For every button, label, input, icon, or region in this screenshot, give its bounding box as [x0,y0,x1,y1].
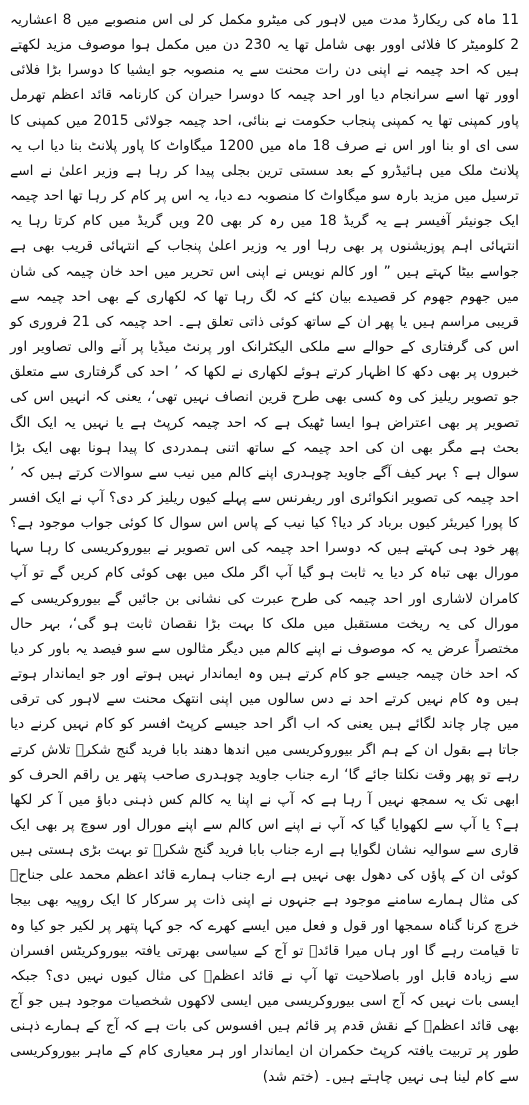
article-body: 11 ماہ کی ریکارڈ مدت میں لاہور کی میٹرو مکمل کر لی اس منصوبے میں 8 اعشاریہ 2 کلومیٹر کا فلائی اوور بھی شامل تھا یہ 230 دن میں مکمل ہوا موصوف مزید لکھتے ہیں کہ احد چیمہ نے اپنی دن رات محنت سے یہ منصوبہ جو ایشیا کا دوسرا بڑا فلائی اوور تھا اسے سرانجام دیا اور احد چیمہ کا دوسرا حیران کن کارنامہ قائد اعظم تھرمل پاور کمپنی تھا یہ کمپنی پنجاب حکومت نے بنائی، احد چیمہ جولائی 2015 میں کمپنی کا سی ای او بنا اور اس نے صرف 18 ماہ میں 1200 میگاواٹ کا پاور پلانٹ بنا دیا اب یہ پلانٹ ملک میں ہائیڈرو کے بعد سستی ترین بجلی پیدا کر رہا ہے وزیر اعلیٰ نے اسے ترسیل میں مزید بارہ سو میگاواٹ کا منصوبہ دے دیا، یہ اس پر کام کر رہا تھا احد چیمہ ایک جونیئر آفیسر ہے یہ گریڈ 18 میں رہ کر بھی 20 ویں گریڈ میں کام کرتا رہا یہ انتہائی اہم پوزیشنوں پر بھی رہا اور یہ وزیر اعلیٰ پنجاب کے انتہائی قریب بھی ہے جواسے بیٹا کہتے ہیں ” اور کالم نویس نے اپنی اس تحریر میں احد خان چیمہ کی شان میں جھوم جھوم کر قصیدے بیان کئے کہ لگ رہا تھا کہ لکھاری کے بھی احد چیمہ سے قریبی مراسم ہیں یا پھر ان کے ساتھ کوئی ذاتی تعلق ہے۔ احد چیمہ کی 21 فروری کو اس کی گرفتاری کے حوالے سے ملکی الیکٹرانک اور پرنٹ میڈیا پر آنے والی تصاویر اور خبروں پر بھی دکھ کا اظہار کرتے ہوئے لکھاری نے لکھا کہ ’ احد کی گرفتاری سے متعلق جو تصویر ریلیز کی وہ کسی بھی طرح قرین انصاف نہیں تھی‘، یعنی کہ انہیں اس کی تصویر پر بھی اعتراض ہوا ایسا ٹھیک ہے کہ احد چیمہ کرپٹ ہے یا نہیں یہ ایک الگ بحث ہے مگر بھی ان کی احد چیمہ کے ساتھ اتنی ہمدردی کا پیدا ہونا بھی ایک بڑا سوال ہے ؟ بہر کیف آگے جاوید چوہدری اپنے کالم میں نیب سے سوالات کرتے ہیں کہ ’ احد چیمہ کی تصویر انکوائری اور ریفرنس سے پہلے کیوں ریلیز کر دی؟ آپ نے ایک افسر کا پورا کیریئر کیوں برباد کر دیا؟ کیا نیب کے پاس اس سوال کا کوئی جواب موجود ہے؟ پھر خود ہی کہتے ہیں کہ دوسرا احد چیمہ کی اس تصویر نے بیوروکریسی کا رہا سہا مورال بھی تباہ کر دیا یہ ثابت ہو گیا آپ اگر ملک میں بھی کوئی کام کریں گے تو آپ کامران لاشاری اور احد چیمہ کی طرح عبرت کی نشانی بن جائیں گے بیوروکریسی کے مورال کی یہ ریخت مستقبل میں ملک کا بہت بڑا نقصان ثابت ہو گی‘، بہر حال مختصراً عرض یہ کہ موصوف نے اپنے کالم میں دیگر مثالوں سے سو فیصد یہ باور کر دیا کہ احد خان چیمہ جیسے جو کام کرتے ہیں وہ ایماندار نہیں ہوتے اور جو ایماندار ہوتے ہیں وہ کام نہیں کرتے احد نے دس سالوں میں اپنی انتھک محنت سے لاہور کی ترقی میں چار چاند لگائے ہیں یعنی کہ اب اگر احد جیسے کرپٹ افسر کو کام نہیں کرنے دیا جاتا ہے بقول ان کے ہم اگر بیوروکریسی میں اندھا دھند بابا فرید گنج شکرؒ تلاش کرتے رہے تو پھر وقت نکلتا جائے گا‘ ارے جناب جاوید چوہدری صاحب پتھر یں راقم الحرف کو ابھی تک یہ سمجھ نہیں آ رہا ہے کہ آپ نے اپنا یہ کالم کس ذہنی دباؤ میں آ کر لکھا ہے؟ یا آپ سے لکھوایا گیا کہ آپ نے اپنے اس کالم سے اپنے مورال اور سوچ پر بھی ایک قاری سے سوالیہ نشان لگوایا ہے ارے جناب بابا فرید گنج شکرؒ تو بہت بڑی ہستی ہیں کوئی ان کے پاؤں کی دھول بھی نہیں ہے ارے جناب ہمارے قائد اعظم محمد علی جناحؒ کی مثال ہمارے سامنے موجود ہے جنہوں نے اپنی ذات پر سرکار کا ایک روپیہ بھی بیجا خرچ کرنا گناہ سمجھا اور قول و فعل میں ایسے کھرے کہ جو کہا پتھر پر لکیر جو کیا وہ تا قیامت رہے گا اور ہاں میرا قائدؒ تو آج کے سیاسی بھرتی یافتہ بیوروکریٹس افسران سے زیادہ قابل اور باصلاحیت تھا آپ نے قائد اعظمؒ کی مثال کیوں نہیں دی؟ جبکہ ایسی بات نہیں کہ آج اسی بیوروکریسی میں ایسی لاکھوں شخصیات موجود ہیں جو آج بھی قائد اعظمؒ کے نقش قدم پر قائم ہیں افسوس کی بات ہے کہ آج کے ہمارے ذہنی طور پر تربیت یافتہ کرپٹ حکمران ان ایماندار اور ہر معیاری کام کے ماہر بیوروکریسی سے کام لینا ہی نہیں چاہتے ہیں۔ (ختم شد) [10,12,520,1085]
